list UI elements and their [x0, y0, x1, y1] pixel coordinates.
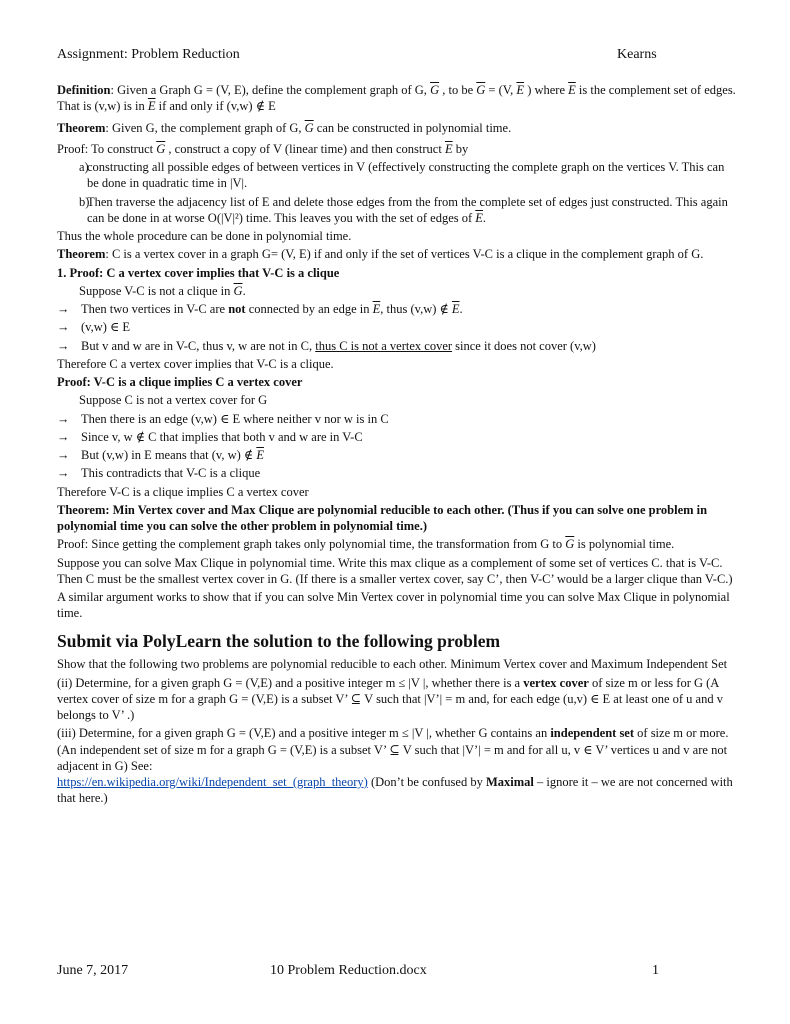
proof-4: Proof: Since getting the complement graph takes only polynomial time, the transformation from G to $\overline{G}$ is polynomial time. — [57, 537, 675, 552]
theorem-3: Theorem: Min Vertex cover and Max Clique are polynomial reducible to each other. (Thus if you can solve one problem in polynomial time you can solve the other problem in polynomial time.) — [57, 502, 708, 533]
proof-1: Proof: To construct $\overline{G}$ , construct a copy of V (linear time) and then construct $\overline{E}$ by a) constructing all possible edges of between vertices in V (effectively constructing the complete graph on the vertices V. This can be done in quadratic time in |V|. b) Then traverse the adjacency list of E and delete those edges from the from the complete set of edges just constructed. This again can be done in at worse O(|V|²) time. This leaves you with the set of edges of $\overline{E}$. Thus the whole procedure can be done in polynomial time. — [57, 141, 737, 245]
definition-paragraph: Definition: Given a Graph G = (V, E), define the complement graph of G, $\overline{G}$ , to be $\overline{G} = (V$, $\overline{E}$ ) where $\overline{E}$ is the complement set of edges. That is (v,w) is in $\overline{E}$ if and only if (v,w) ∉ E — [57, 83, 736, 114]
paragraph-max-clique: Suppose you can solve Max Clique in polynomial time. Write this max clique as a complement of some set of vertices C. that is V-C. Then C must be the smallest vertex cover in G. (If there is a smaller vertex cover, say C’, then V-C’ would be a larger clique than V-C.) — [57, 555, 733, 586]
proof-2: 1. Proof: C a vertex cover implies that V-C is a clique Suppose V-C is not a clique in $\overline{G}$. → Then two vertices in V-C are not connected by an edge in $\overline{E}$, thus (v,w) ∉ $\overline{E}$. → (v,w) ∈ E → But v and w are in V-C, thus v, w are not in C, thus C is not a vertex cover since it does not cover (v,w) Therefore C a vertex cover implies that V-C is a clique. — [57, 265, 737, 373]
list-item: → This contradicts that V-C is a clique — [57, 466, 261, 481]
task-paragraph: Show that the following two problems are polynomial reducible to each other. Minimum Vertex cover and Maximum Independent Set — [57, 657, 728, 672]
submit-heading: Submit via PolyLearn the solution to the following problem — [57, 630, 501, 651]
arrow-icon: → — [57, 429, 70, 444]
theorem-2: Theorem: C is a vertex cover in a graph G= (V, E) if and only if the set of vertices V-C is a clique in the complement graph of G. — [57, 247, 704, 262]
footer-date: June 7, 2017 — [57, 963, 129, 978]
list-item: → But (v,w) in E means that (v, w) ∉ $\overline{E}$ — [57, 448, 264, 462]
problem-iii: (iii) Determine, for a given graph G = (V,E) and a positive integer m ≤ |V |, whether G contains an independent set of size m or more. (An independent set of size m for a graph G = (V,E) is a subset V’ ⊆ V such that |V’| = m and for all u, v ∈ V’ vertices u and v are not adjacent in G) See: https://en.wikipedia.org/wiki/Independent_set_(graph_theory) (Don’t be confused by Maximal – ignore it – we are not concerned with that here.) — [57, 726, 733, 806]
arrow-icon: → — [57, 466, 70, 481]
header-author: Kearns — [617, 47, 657, 62]
paragraph-similar-argument: A similar argument works to show that if you can solve Min Vertex cover in polynomial time you can solve Max Clique in polynomial time. — [57, 590, 730, 621]
list-item: → (v,w) ∈ E — [57, 320, 131, 335]
header-title: Assignment: Problem Reduction — [57, 47, 240, 62]
list-item: → Then there is an edge (v,w) ∈ E where neither v nor w is in C — [57, 411, 389, 426]
list-item: a) constructing all possible edges of between vertices in V (effectively constructing the complete graph on the vertices V. This can be done in quadratic time in |V|. — [79, 160, 725, 191]
wikipedia-link[interactable]: https://en.wikipedia.org/wiki/Independent_set_(graph_theory) — [57, 775, 368, 789]
document-body — [57, 82, 737, 809]
arrow-icon: → — [57, 411, 70, 426]
arrow-icon: → — [57, 320, 70, 335]
arrow-icon: → — [57, 302, 70, 316]
list-item: → Since v, w ∉ C that implies that both v and w are in V-C — [57, 429, 363, 444]
arrow-icon: → — [57, 448, 70, 462]
definition-label: Definition — [57, 83, 111, 97]
footer-filename: 10 Problem Reduction.docx — [270, 963, 427, 978]
theorem-1: Theorem: Given G, the complement graph of G, $\overline{G}$ can be constructed in polynomial time. — [57, 120, 512, 135]
list-item: → But v and w are in V-C, thus v, w are not in C, thus C is not a vertex cover since it does not cover (v,w) — [57, 338, 596, 353]
problem-ii: (ii) Determine, for a given graph G = (V,E) and a positive integer m ≤ |V |, whether there is a vertex cover of size m or less for G (A vertex cover of size m for a graph G = (V,E) is a subset V’ ⊆ V such that |V’| = m and, for each edge (u,v) ∈ E at least one of u and v belongs to V’ .) — [57, 675, 723, 722]
list-item: → Then two vertices in V-C are not connected by an edge in $\overline{E}$, thus (v,w) ∉ $\overline{E}$. — [57, 302, 463, 316]
arrow-icon: → — [57, 338, 70, 353]
footer-page-number: 1 — [652, 963, 659, 978]
list-item: b) Then traverse the adjacency list of E and delete those edges from the from the complete set of edges just constructed. This again can be done in at worse O(|V|²) time. This leaves you with the set of edges of $\overline{E}$. — [79, 194, 728, 225]
proof-3: Proof: V-C is a clique implies C a vertex cover Suppose C is not a vertex cover for G → Then there is an edge (v,w) ∈ E where neither v nor w is in C → Since v, w ∉ C that implies that both v and w are in V-C → But (v,w) in E means that (v, w) ∉ $\overline{E}$ → This contradicts that V-C is a clique Therefore V-C is a clique implies C a vertex cover — [57, 374, 737, 500]
